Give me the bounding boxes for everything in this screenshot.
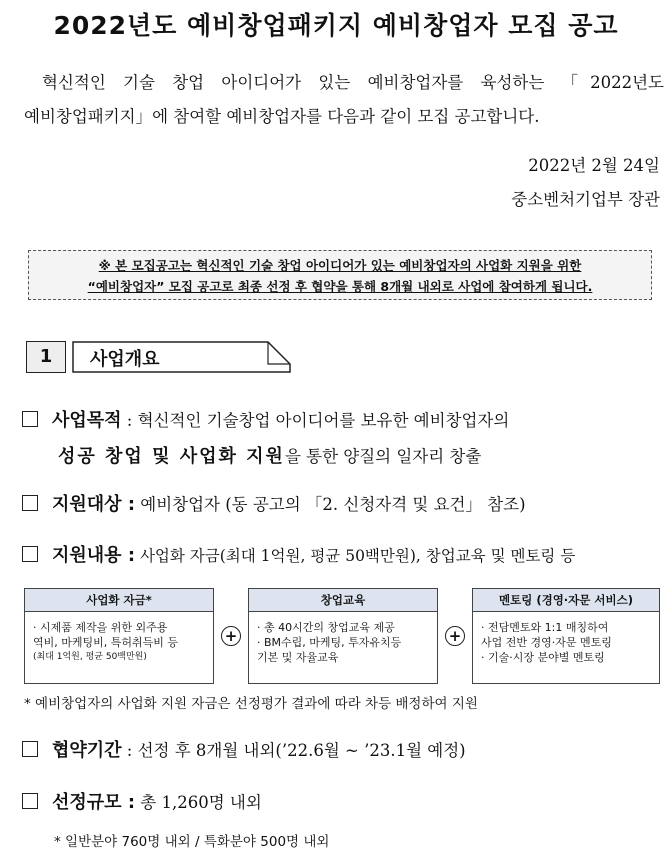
box-education-header: 창업교육 — [249, 589, 437, 612]
box-mentoring-header: 멘토링 (경영·자문 서비스) — [473, 589, 659, 612]
announcement-date: 2022년 2월 24일 — [528, 156, 660, 175]
box-education-line-1: · 총 40시간의 창업교육 제공 — [257, 621, 395, 634]
issuer: 중소벤처기업부 장관 — [511, 190, 660, 209]
item-purpose-cont — [58, 442, 481, 468]
purpose-bold: 성공 창업 및 사업화 지원 — [58, 446, 285, 467]
item-scale — [22, 788, 262, 814]
section-title: 사업개요 — [90, 349, 160, 370]
scale-label: 선정규모 : — [52, 792, 136, 813]
scale-note: * 일반분야 760명 내외 / 특화분야 500명 내외 — [54, 834, 330, 850]
target-label: 지원대상 : — [52, 494, 136, 515]
checkbox-icon — [22, 741, 38, 757]
box-mentoring-line-2: 사업 전반 경영·자문 멘토링 — [481, 636, 612, 649]
item-content — [22, 541, 575, 567]
box-education-line-3: 기본 및 자율교육 — [257, 651, 339, 664]
checkbox-icon — [22, 411, 38, 427]
box-mentoring-line-1: · 전담멘토와 1:1 매칭하여 — [481, 621, 609, 634]
fund-note: * 예비창업자의 사업화 지원 자금은 선정평가 결과에 따라 차등 배정하여 지원 — [24, 696, 478, 712]
page-title: 2022년도 예비창업패키지 예비창업자 모집 공고 — [53, 11, 619, 40]
box-mentoring — [472, 588, 660, 684]
intro-paragraph — [24, 66, 664, 134]
content-label: 지원내용 : — [52, 545, 136, 566]
purpose-text-2: 을 통한 양질의 일자리 창출 — [284, 447, 482, 466]
box-fund-line-1: · 시제품 제작을 위한 외주용 — [33, 621, 168, 634]
item-purpose — [22, 406, 509, 432]
plus-icon: + — [445, 626, 465, 646]
box-mentoring-line-3: · 기술·시장 분야별 멘토링 — [481, 651, 605, 664]
item-period — [22, 736, 466, 762]
intro-line-1: 혁신적인 기술 창업 아이디어가 있는 예비창업자를 육성하는 「2022년도 — [42, 73, 664, 92]
section-title-box — [72, 341, 292, 373]
checkbox-icon — [22, 495, 38, 511]
box-fund-line-2: 역비, 마케팅비, 특허취득비 등 — [33, 636, 178, 649]
checkbox-icon — [22, 793, 38, 809]
section-number: 1 — [26, 341, 66, 373]
content-text: 사업화 자금(최대 1억원, 평균 50백만원), 창업교육 및 멘토링 등 — [135, 547, 576, 565]
purpose-sep: : — [121, 411, 138, 430]
purpose-label: 사업목적 — [52, 410, 122, 431]
plus-icon: + — [221, 626, 241, 646]
box-education-line-2: · BM수립, 마케팅, 투자유치등 — [257, 636, 402, 649]
notice-line-2: “예비창업자” 모집 공고로 최종 선정 후 협약을 통해 8개월 내외로 사업에 참여하게 됩니다. — [87, 279, 593, 294]
box-fund-header: 사업화 자금* — [25, 589, 213, 612]
item-target — [22, 490, 526, 516]
purpose-text-1: 혁신적인 기술창업 아이디어를 보유한 예비창업자의 — [137, 411, 510, 430]
notice-box — [28, 250, 652, 300]
box-education — [248, 588, 438, 684]
target-text: 예비창업자 (동 공고의 「2. 신청자격 및 요건」 참조) — [135, 495, 526, 514]
box-fund-small: (최대 1억원, 평균 50백만원) — [33, 652, 147, 662]
box-fund — [24, 588, 214, 684]
intro-line-2: 예비창업패키지」에 참여할 예비창업자를 다음과 같이 모집 공고합니다. — [24, 107, 540, 126]
period-text: : 선정 후 8개월 내외(’22.6월 ~ ’23.1월 예정) — [121, 741, 466, 760]
checkbox-icon — [22, 546, 38, 562]
period-label: 협약기간 — [52, 740, 122, 761]
scale-text: 총 1,260명 내외 — [135, 793, 262, 812]
notice-line-1: ※ 본 모집공고는 혁신적인 기술 창업 아이디어가 있는 예비창업자의 사업화 지원을 위한 — [98, 258, 582, 273]
